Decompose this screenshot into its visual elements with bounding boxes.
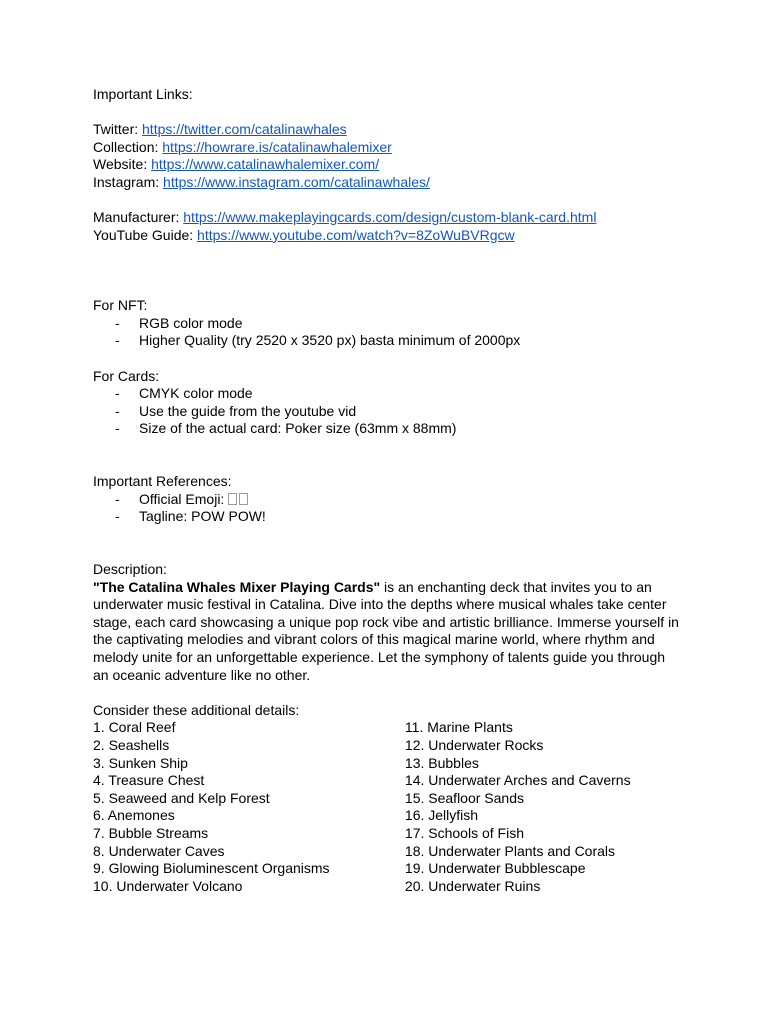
list-item <box>93 332 693 350</box>
description-title: "The Catalina Whales Mixer Playing Cards" <box>93 578 381 595</box>
link-label: Instagram: <box>93 173 160 190</box>
list-item: 20. Underwater Ruins <box>404 877 541 894</box>
list-item: 7. Bubble Streams <box>93 824 209 841</box>
link-row-manufacturer <box>93 209 693 227</box>
list-item: 15. Seafloor Sands <box>404 789 525 806</box>
instagram-link[interactable]: https://www.instagram.com/catalinawhales/ <box>163 173 430 190</box>
links-heading: Important Links: <box>93 86 193 102</box>
link-row-collection <box>93 139 693 157</box>
list-item <box>93 403 693 421</box>
list-item: 14. Underwater Arches and Caverns <box>404 772 631 789</box>
list-item: 2. Seashells <box>93 736 170 753</box>
description-paragraph <box>93 579 683 685</box>
details-column-right <box>405 719 693 895</box>
list-item <box>93 508 693 526</box>
description-heading: Description: <box>93 561 167 578</box>
description-body: is an enchanting deck that invites you to an underwater music festival in Catalina. Dive into the depths where musical whales take center stage, each card showcasing a unique pop rock vibe and artistic brilliance. Immerse yourself in the captivating melodies and vibrant colors of this magical marine world, where rhythm and melody unite for an unforgettable experience. Let the symphony of talents guide you through an oceanic adventure like no other. <box>93 578 679 683</box>
details-list <box>93 719 693 895</box>
list-item: 13. Bubbles <box>404 754 479 771</box>
collection-link[interactable]: https://howrare.is/catalinawhalemixer <box>162 138 392 155</box>
list-item: 11. Marine Plants <box>404 719 513 736</box>
link-label: Twitter: <box>93 121 139 138</box>
list-item <box>93 315 693 333</box>
cards-heading: For Cards: <box>93 367 160 384</box>
missing-glyph-icon <box>228 493 237 505</box>
list-item: 16. Jellyfish <box>404 807 479 824</box>
link-row-instagram <box>93 174 693 192</box>
list-item: 18. Underwater Plants and Corals <box>404 842 616 859</box>
details-heading: Consider these additional details: <box>93 701 300 718</box>
list-item: 12. Underwater Rocks <box>404 736 544 753</box>
list-item <box>93 420 693 438</box>
list-item: 8. Underwater Caves <box>93 842 225 859</box>
website-link[interactable]: https://www.catalinawhalemixer.com/ <box>151 156 380 173</box>
list-item: 9. Glowing Bioluminescent Organisms <box>93 860 330 877</box>
twitter-link[interactable]: https://twitter.com/catalinawhales <box>142 121 347 138</box>
link-row-twitter <box>93 121 693 139</box>
youtube-guide-link[interactable]: https://www.youtube.com/watch?v=8ZoWuBVRgcw <box>197 226 515 243</box>
list-item-text: CMYK color mode <box>139 385 253 402</box>
dash-marker: - <box>115 420 120 437</box>
link-label: Collection: <box>93 138 159 155</box>
list-item: 10. Underwater Volcano <box>93 877 243 894</box>
link-label: Manufacturer: <box>93 209 180 226</box>
tagline-text: Tagline: POW POW! <box>139 508 266 525</box>
document-page <box>93 86 693 895</box>
dash-marker: - <box>115 508 120 525</box>
dash-marker: - <box>115 385 120 402</box>
link-row-youtube <box>93 227 693 245</box>
references-heading: Important References: <box>93 473 232 490</box>
list-item: 5. Seaweed and Kelp Forest <box>93 789 270 806</box>
list-item <box>93 491 693 509</box>
dash-marker: - <box>115 314 120 331</box>
list-item: 17. Schools of Fish <box>404 824 524 841</box>
nft-heading: For NFT: <box>93 297 148 314</box>
list-item: 19. Underwater Bubblescape <box>404 860 586 877</box>
list-item-text: Higher Quality (try 2520 x 3520 px) basta minimum of 2000px <box>139 332 521 349</box>
list-item <box>93 385 693 403</box>
dash-marker: - <box>115 402 120 419</box>
manufacturer-link[interactable]: https://www.makeplayingcards.com/design/custom-blank-card.html <box>183 209 597 226</box>
link-label: YouTube Guide: <box>93 226 194 243</box>
dash-marker: - <box>115 332 120 349</box>
list-item: 1. Coral Reef <box>93 719 176 736</box>
link-row-website <box>93 156 693 174</box>
list-item: 6. Anemones <box>93 807 175 824</box>
missing-glyph-icon <box>239 493 248 505</box>
list-item-text: RGB color mode <box>139 314 243 331</box>
details-column-left <box>93 719 405 895</box>
list-item: 3. Sunken Ship <box>93 754 188 771</box>
list-item-text: Size of the actual card: Poker size (63mm x 88mm) <box>139 420 457 437</box>
list-item-text: Use the guide from the youtube vid <box>139 402 357 419</box>
emoji-label: Official Emoji: <box>139 490 225 507</box>
link-label: Website: <box>93 156 148 173</box>
list-item: 4. Treasure Chest <box>93 772 205 789</box>
dash-marker: - <box>115 490 120 507</box>
